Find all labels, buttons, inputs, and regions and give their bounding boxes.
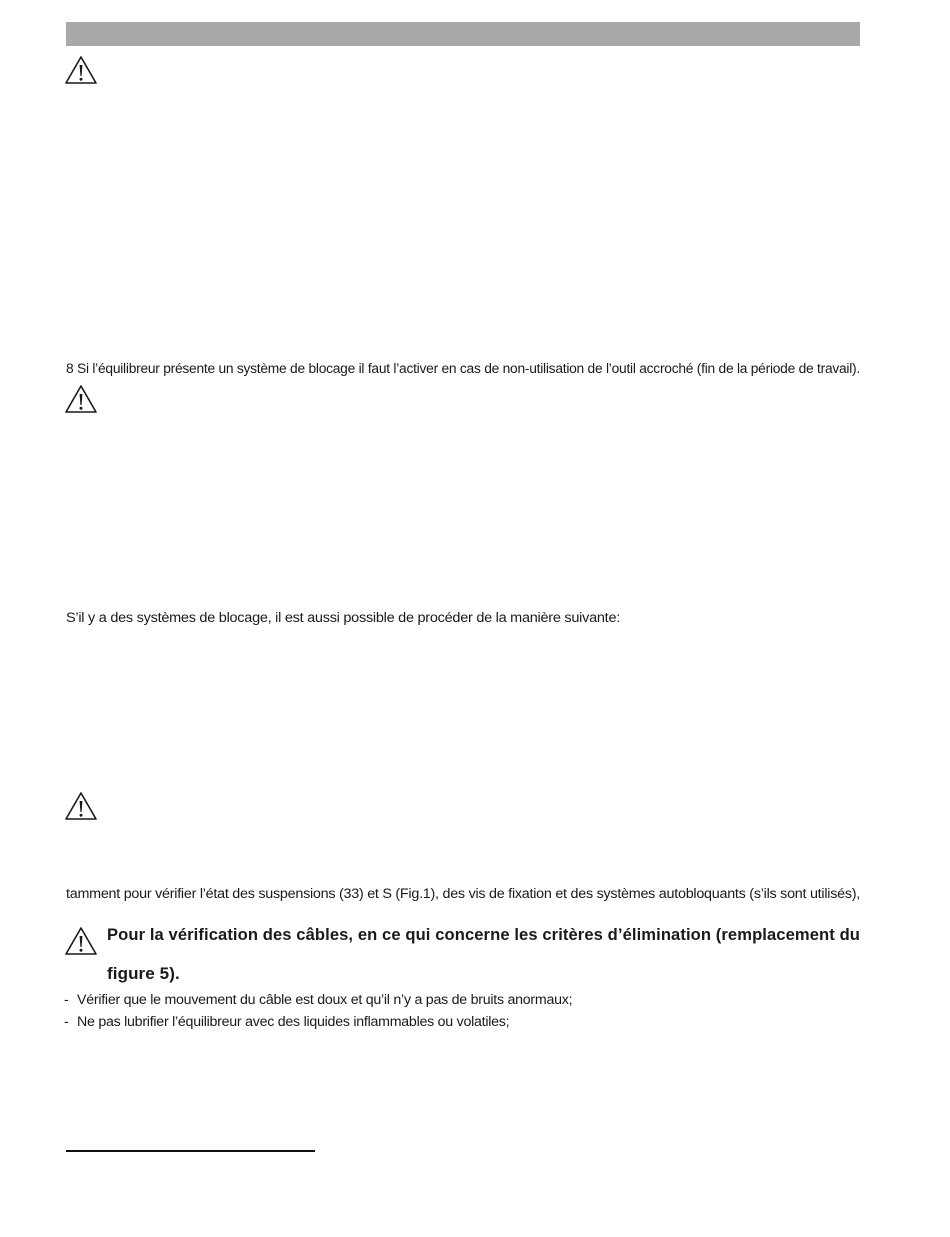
warning-triangle-icon: [64, 55, 98, 85]
list-item: [64, 1011, 572, 1033]
paragraph-alternative-procedure: [66, 609, 620, 627]
list-item-text: Ne pas lubrifier l’équilibreur avec des liquides inflammables ou volatiles;: [77, 1014, 510, 1030]
paragraph-periodic-check-text: tamment pour vérifier l’état des suspensions (33) et S (Fig.1), des vis de fixation et des systèmes autobloquants (s’ils sont utilisés),: [66, 886, 861, 902]
paragraph-periodic-check: [66, 885, 860, 903]
cable-warning-text-1: Pour la vérification des câbles, en ce qui concerne les critères d’élimination (remplacement du: [107, 925, 860, 944]
list-item: [64, 989, 572, 1011]
list-item-text: Vérifier que le mouvement du câble est doux et qu’il n’y a pas de bruits anormaux;: [77, 992, 573, 1008]
cable-warning-line-2: [107, 964, 180, 984]
list-bullet: -: [64, 992, 69, 1008]
maintenance-checklist: [64, 989, 572, 1033]
warning-triangle-icon: [64, 384, 98, 414]
list-bullet: -: [64, 1014, 69, 1030]
paragraph-blocking-system: [66, 360, 860, 378]
warning-triangle-icon: [64, 791, 98, 821]
paragraph-alternative-text: S’il y a des systèmes de blocage, il est aussi possible de procéder de la manière suivante:: [66, 610, 620, 626]
section-header-bar: [66, 22, 860, 46]
paragraph-blocking-text: 8 Si l’équilibreur présente un système de blocage il faut l’activer en cas de non-utilisation de l’outil accroché (fin de la période de travail).: [66, 361, 860, 377]
warning-triangle-icon: [64, 926, 98, 956]
cable-warning-text-2: figure 5).: [107, 964, 180, 983]
cable-warning-line-1: [107, 925, 860, 945]
footnote-separator: [66, 1150, 315, 1152]
